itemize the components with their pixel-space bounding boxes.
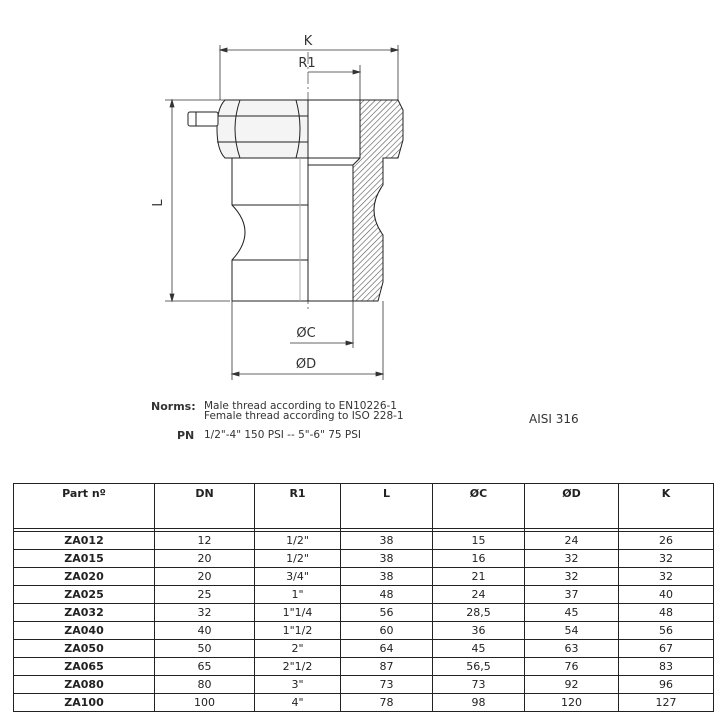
cell-dn: 65 bbox=[155, 658, 255, 676]
cell-l: 38 bbox=[341, 550, 433, 568]
cell-d: 37 bbox=[525, 586, 619, 604]
cell-c: 73 bbox=[433, 676, 525, 694]
table-header-row bbox=[14, 484, 714, 529]
dimension-r1-label: R1 bbox=[298, 56, 316, 71]
adapter-body-section bbox=[308, 100, 403, 301]
cell-c: 98 bbox=[433, 694, 525, 712]
dimension-d-label: ØD bbox=[295, 357, 317, 372]
cell-l: 64 bbox=[341, 640, 433, 658]
cell-dn: 100 bbox=[155, 694, 255, 712]
lock-pin bbox=[188, 112, 218, 126]
cell-r1: 3" bbox=[255, 676, 341, 694]
cell-part-no: ZA040 bbox=[14, 622, 155, 640]
cell-l: 73 bbox=[341, 676, 433, 694]
norms-male-thread: Male thread according to EN10226-1 bbox=[204, 400, 397, 412]
cell-d: 24 bbox=[525, 532, 619, 550]
table-row bbox=[14, 568, 714, 586]
cell-part-no: ZA032 bbox=[14, 604, 155, 622]
cell-part-no: ZA015 bbox=[14, 550, 155, 568]
cell-l: 78 bbox=[341, 694, 433, 712]
cell-l: 60 bbox=[341, 622, 433, 640]
table-row bbox=[14, 676, 714, 694]
cell-r1: 1"1/2 bbox=[255, 622, 341, 640]
cell-dn: 20 bbox=[155, 568, 255, 586]
cell-d: 32 bbox=[525, 550, 619, 568]
cell-part-no: ZA012 bbox=[14, 532, 155, 550]
cell-d: 54 bbox=[525, 622, 619, 640]
table-row bbox=[14, 622, 714, 640]
dimension-k bbox=[220, 45, 398, 100]
cell-c: 56,5 bbox=[433, 658, 525, 676]
cell-d: 92 bbox=[525, 676, 619, 694]
table-row bbox=[14, 586, 714, 604]
norms-label: Norms: bbox=[151, 400, 196, 413]
cell-k: 127 bbox=[619, 694, 714, 712]
cell-dn: 32 bbox=[155, 604, 255, 622]
cell-k: 26 bbox=[619, 532, 714, 550]
cell-k: 32 bbox=[619, 550, 714, 568]
hex-nut bbox=[217, 100, 308, 158]
pn-value: 1/2"-4" 150 PSI -- 5"-6" 75 PSI bbox=[204, 429, 362, 441]
table-row bbox=[14, 550, 714, 568]
cell-c: 36 bbox=[433, 622, 525, 640]
cell-k: 32 bbox=[619, 568, 714, 586]
cell-part-no: ZA050 bbox=[14, 640, 155, 658]
cell-r1: 1"1/4 bbox=[255, 604, 341, 622]
cell-dn: 12 bbox=[155, 532, 255, 550]
adapter-body-exterior bbox=[232, 158, 308, 301]
cell-d: 32 bbox=[525, 568, 619, 586]
cell-l: 48 bbox=[341, 586, 433, 604]
material-label: AISI 316 bbox=[529, 412, 579, 426]
cell-c: 21 bbox=[433, 568, 525, 586]
cell-d: 45 bbox=[525, 604, 619, 622]
table-row bbox=[14, 532, 714, 550]
cell-l: 38 bbox=[341, 532, 433, 550]
cell-k: 67 bbox=[619, 640, 714, 658]
table-row bbox=[14, 694, 714, 712]
cell-part-no: ZA100 bbox=[14, 694, 155, 712]
cell-r1: 3/4" bbox=[255, 568, 341, 586]
dimension-c-label: ØC bbox=[296, 326, 316, 341]
dimension-l-label: L bbox=[151, 199, 166, 207]
cell-dn: 40 bbox=[155, 622, 255, 640]
cell-k: 56 bbox=[619, 622, 714, 640]
pn-label: PN bbox=[177, 429, 195, 442]
cell-dn: 25 bbox=[155, 586, 255, 604]
cell-r1: 1/2" bbox=[255, 550, 341, 568]
header-d: ØD bbox=[525, 484, 619, 529]
cell-l: 56 bbox=[341, 604, 433, 622]
cell-part-no: ZA025 bbox=[14, 586, 155, 604]
cell-c: 16 bbox=[433, 550, 525, 568]
cell-k: 40 bbox=[619, 586, 714, 604]
cell-part-no: ZA080 bbox=[14, 676, 155, 694]
norms-female-thread: Female thread according to ISO 228-1 bbox=[204, 410, 404, 422]
cell-c: 15 bbox=[433, 532, 525, 550]
table-row bbox=[14, 604, 714, 622]
header-dn: DN bbox=[155, 484, 255, 529]
cell-l: 38 bbox=[341, 568, 433, 586]
cell-d: 120 bbox=[525, 694, 619, 712]
cell-dn: 50 bbox=[155, 640, 255, 658]
cell-dn: 80 bbox=[155, 676, 255, 694]
cell-c: 24 bbox=[433, 586, 525, 604]
header-c: ØC bbox=[433, 484, 525, 529]
cell-k: 96 bbox=[619, 676, 714, 694]
cell-l: 87 bbox=[341, 658, 433, 676]
cell-c: 45 bbox=[433, 640, 525, 658]
cell-d: 76 bbox=[525, 658, 619, 676]
table-row bbox=[14, 640, 714, 658]
cell-dn: 20 bbox=[155, 550, 255, 568]
cell-part-no: ZA020 bbox=[14, 568, 155, 586]
specification-table bbox=[13, 483, 714, 712]
cell-r1: 4" bbox=[255, 694, 341, 712]
header-r1: R1 bbox=[255, 484, 341, 529]
header-part-no: Part nº bbox=[14, 484, 155, 529]
dimension-k-label: K bbox=[303, 34, 313, 49]
table-row bbox=[14, 658, 714, 676]
dimension-r1 bbox=[308, 65, 360, 100]
cell-k: 48 bbox=[619, 604, 714, 622]
cell-r1: 1/2" bbox=[255, 532, 341, 550]
cell-d: 63 bbox=[525, 640, 619, 658]
cell-r1: 2" bbox=[255, 640, 341, 658]
header-k: K bbox=[619, 484, 714, 529]
cell-r1: 1" bbox=[255, 586, 341, 604]
cell-part-no: ZA065 bbox=[14, 658, 155, 676]
cell-c: 28,5 bbox=[433, 604, 525, 622]
cell-k: 83 bbox=[619, 658, 714, 676]
cell-r1: 2"1/2 bbox=[255, 658, 341, 676]
header-l: L bbox=[341, 484, 433, 529]
